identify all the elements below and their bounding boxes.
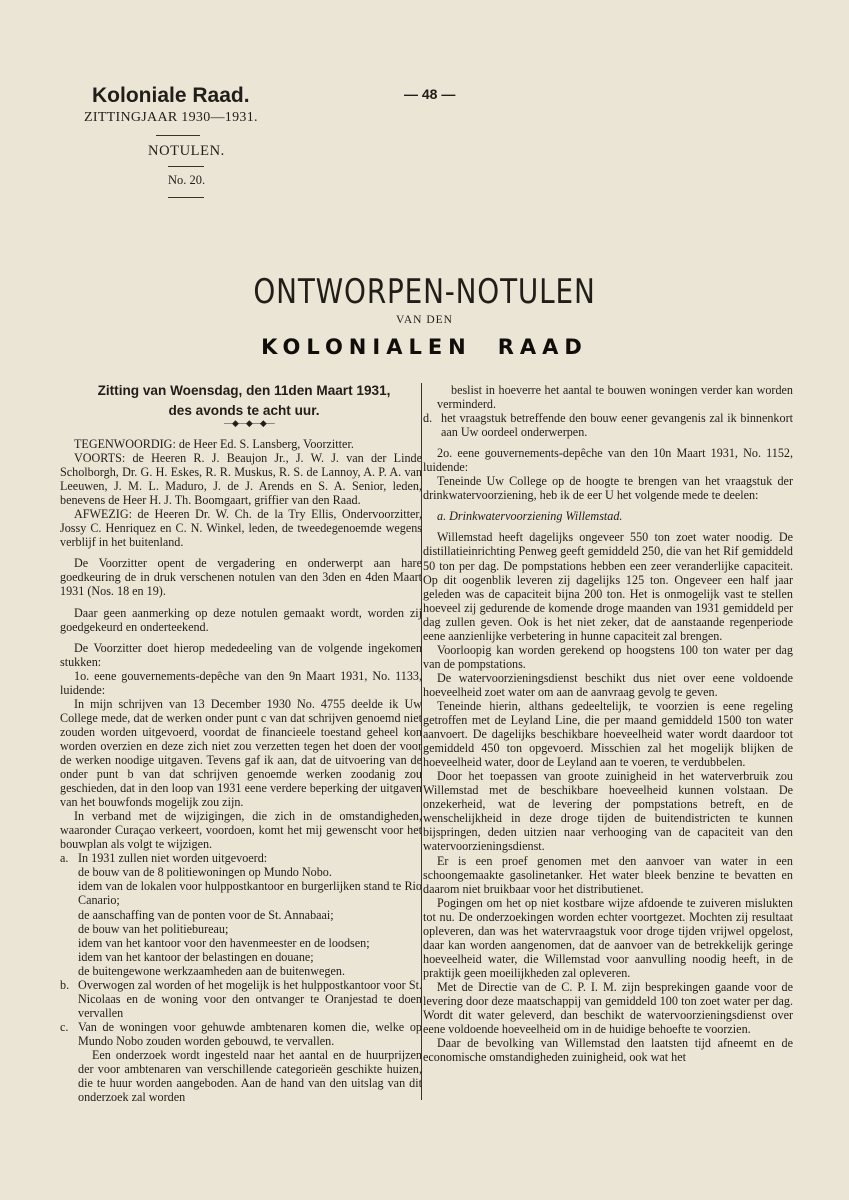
paragraph-water-need: Willemstad heeft dagelijks ongeveer 550 ton zoet water noodig. De distillatieinrichting Penweg geeft gemiddeld 250, die van het Rif gemiddeld 50 ton per dag. De pompstations hebben een zeer veranderlijke capaciteit. Op dit oogenblik leveren zij dagelijks 125 ton. Ongeveer een half jaar geleden was de capaciteit bijna 200 ton. Het is onmogelijk vast te stellen hoeveel zij gedurende de komende droge maanden van 1931 gemiddeld per dag zullen geven. Ook is het niet zeker, dat de aanstaande regenperiode eene aanzienlijke verbetering in hunne capaciteit zal brengen. [423, 530, 793, 643]
list-subitem: de bouw van de 8 politiewoningen op Mundo Nobo. [78, 865, 332, 880]
list-label: a. [60, 851, 69, 866]
paragraph-absent: AFWEZIG: de Heeren Dr. W. Ch. de la Try Ellis, Ondervoorzitter, Jossy C. Henriquez en C. N. Winkel, leden, de tweedegenoemde wegens verblijf in het buitenland. [60, 507, 422, 550]
masthead-rule [168, 166, 204, 167]
list-text: In 1931 zullen niet worden uitgevoerd: [78, 851, 268, 866]
list-item-c [60, 1020, 422, 1048]
paragraph-depeche-1-changes: In verband met de wijzigingen, die zich in de omstandigheden, waaronder Curaçao verkeert, voordoen, komt het mij gewenscht voor het bouwplan als volgt te wijzigen. [60, 809, 422, 852]
list-subitem: idem van het kantoor voor den havenmeester en de loodsen; [78, 935, 370, 950]
subheading-drinking-water: a. Drinkwatervoorziening Willemstad. [437, 509, 623, 524]
list-subitems [60, 865, 422, 977]
issue-number: No. 20. [168, 173, 206, 187]
left-column [60, 437, 422, 1104]
paragraph-economy: Door het toepassen van groote zuinigheid in het waterverbruik zou Willemstad met de beschikbare hoeveelheid kunnen volstaan. De onzekerheid, wat de levering der pompstations betreft, en de wenschelijkheid in deze droge tijden de buitendistricten te kunnen bijspringen, deden uitzien naar verhooging van de capaciteit van den watervoorzieningsdienst. [423, 769, 793, 854]
paragraph-depeche-1-body: In mijn schrijven van 13 December 1930 No. 4755 deelde ik Uw College mede, dat de werken onder punt c van dat schrijven genoemd niet zouden worden uitgevoerd, voordat de financieele toestand geheel kon worden overzien en deze zich niet zou verzetten tegen het doen der voor de werken noodige uitgaven. Tevens gaf ik aan, dat de uitvoering van de onder punt b van dat schrijven genoemde werken zoodanig zou geschieden, dat in den loop van 1931 eene verdere beperking der uitgaven van het bouwfonds mogelijk zou zijn. [60, 696, 422, 810]
paragraph-present: TEGENWOORDIG: de Heer Ed. S. Lansberg, Voorzitter. [74, 437, 354, 451]
masthead-rule [156, 135, 200, 136]
session-line-1: Zitting van Woensdag, den 11den Maart 1931, [97, 383, 391, 398]
paragraph-continued: beslist in hoeverre het aantal te bouwen woningen verder kan worden verminderd. [437, 383, 793, 412]
paragraph-depeche-2-intro: Teneinde Uw College op de hoogte te brengen van het vraagstuk der drinkwatervoorziening, heb ik de eer U het volgende mede te deelen: [423, 474, 793, 503]
list-subitem: de aanschaffing van de ponten voor de St. Annabaai; [78, 907, 334, 922]
list-text: Van de woningen voor gehuwde ambtenaren komen die, welke op Mundo Nobo zouden worden gebouwd, te vervallen. [78, 1019, 422, 1048]
paragraph-leyland: Teneinde hierin, althans gedeeltelijk, te voorzien is eene regeling getroffen met de Leyland Line, die per maand gemiddeld 1500 ton water aanvoert. De dagelijks beschikbare hoeveelheid water wordt daardoor tot gemiddeld 450 ton opgevoerd. Misschien zal het mogelijk blijken de hoeveelheid water, door de Leyland aan te voeren, te verdubbelen. [423, 698, 793, 770]
paragraph-cpim: Met de Directie van de C. P. I. M. zijn besprekingen gaande voor de levering door deze maatschappij van gemiddeld 100 ton zoet water per dag. Wordt dit water geleverd, dan beschikt de watervoorzieningsdienst over eene voldoende hoeveelheid om in de huidige behoefte te voorzien. [423, 979, 793, 1037]
masthead-rule [168, 197, 204, 198]
list-text: Overwogen zal worden of het mogelijk is het hulppostkantoor voor St. Nicolaas en de woning voor den ontvanger te Oranjestad te doen vervallen [78, 977, 422, 1020]
list-continuation [423, 383, 793, 411]
session-heading [84, 381, 404, 421]
list-subitem: idem van het kantoor der belastingen en douane; [78, 949, 314, 964]
session-year: ZITTINGJAAR 1930—1931. [84, 110, 258, 125]
paragraph-depeche-2: 2o. eene gouvernements-depêche van den 10n Maart 1931, No. 1152, luidende: [423, 446, 793, 475]
list-subitem: de buitengewone werkzaamheden aan de buitenwegen. [78, 963, 345, 978]
council-name [0, 335, 849, 359]
paragraph-depeche-1: 1o. eene gouvernements-depêche van den 9n Maart 1931, No. 1133, luidende: [60, 668, 422, 697]
paragraph-pumpstations: Voorloopig kan worden gerekend op hoogstens 100 ton water per dag van de pompstations. [423, 642, 793, 671]
paragraph-population: Daar de bevolking van Willemstad den laatsten tijd afneemt en de economische omstandigheden zuinigheid, ook wat het [423, 1036, 793, 1065]
section-label: NOTULEN. [148, 143, 225, 159]
paragraph-survey: Een onderzoek wordt ingesteld naar het aantal en de huurprijzen der voor ambtenaren van verschillende categorieën geschikte huizen, die te huur worden aangeboden. Aan de hand van den uitslag van dit onderzoek zal worden [78, 1047, 422, 1105]
session-line-2: des avonds te acht uur. [168, 403, 320, 418]
council-word-2: RAAD [497, 335, 588, 359]
list-item-a [60, 851, 422, 865]
list-text: het vraagstuk betreffende den bouw eener gevangenis zal ik binnenkort aan Uw oordeel onderwerpen. [441, 411, 793, 440]
paragraph-opening: De Voorzitter opent de vergadering en onderwerpt aan hare goedkeuring de in druk verschenen notulen van den 3den en 4den Maart 1931 (Nos. 18 en 19). [60, 556, 422, 599]
paragraph-incoming: De Voorzitter doet hierop mededeeling van de volgende ingekomen stukken: [60, 640, 422, 669]
list-continuation [60, 1048, 422, 1104]
list-label: b. [60, 977, 70, 992]
council-word-1: KOLONIALEN [261, 335, 472, 359]
page-number: — 48 — [404, 86, 456, 102]
list-subitem: idem van de lokalen voor hulppostkantoor en burgerlijken stand te Rio Canario; [78, 879, 422, 908]
list-label: d. [423, 411, 433, 426]
list-label: c. [60, 1019, 69, 1034]
headline-van-den: VAN DEN [396, 314, 453, 326]
paragraph-members: VOORTS: de Heeren R. J. Beaujon Jr., J. W. J. van der Linde Scholborgh, Dr. G. H. Eskes, R. R. Muskus, R. S. de Lannoy, A. P. A. van Leeuwen, J. M. L. Maduro, J. de J. Arends en S. A. Senior, leden, benevens de Heer H. J. Th. Boomgaart, griffier van den Raad. [60, 451, 422, 508]
list-subitem: de bouw van het politiebureau; [78, 921, 229, 936]
ornament-divider: —◆—◆—◆— [224, 418, 274, 428]
right-column [423, 383, 793, 1064]
list-item-b [60, 978, 422, 1020]
list-item-d [423, 411, 793, 439]
paragraph-purify: Pogingen om het op niet kostbare wijze afdoende te zuiveren mislukten tot nu. De onderzoekingen worden echter voortgezet. Mochten zij resultaat opleveren, dan was het watervraagstuk voor droge tijden vrijwel opgelost, daar kan worden aangenomen, dat de aanvoer van de betrekkelijk geringe hoeveelheid water, die Willemstad voor aanvulling noodig heeft, in de praktijk geen moeilijkheden zal opleveren. [423, 895, 793, 980]
publication-title: Koloniale Raad. [92, 84, 250, 107]
paragraph-service: De watervoorzieningsdienst beschikt dus niet over eene voldoende hoeveelheid zoet water om aan de aanvraag gevolg te geven. [423, 670, 793, 699]
main-headline: ONTWORPEN-NOTULEN [253, 272, 596, 312]
paragraph-tanker: Er is een proef genomen met den aanvoer van water in een schoongemaakte gasolinetanker. Het water bleek benzine te bevatten en daarom niet bruikbaar voor het distributienet. [423, 853, 793, 896]
paragraph-approval: Daar geen aanmerking op deze notulen gemaakt wordt, worden zij goedgekeurd en onderteekend. [60, 605, 422, 634]
